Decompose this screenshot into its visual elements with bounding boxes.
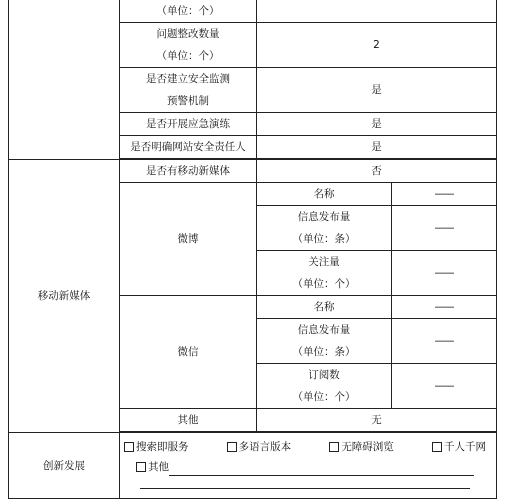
weibo-follow-label: 关注量 （单位：个）	[257, 251, 392, 296]
has-mobile-media-value: 否	[257, 160, 497, 183]
weibo-publish-value: ——	[392, 206, 497, 251]
checkbox-icon[interactable]	[432, 442, 442, 452]
wechat-subscribe-label: 订阅数 （单位：个）	[257, 364, 392, 409]
option-other[interactable]: 其他	[136, 458, 169, 476]
report-table	[8, 0, 497, 499]
monitoring-value: 是	[257, 68, 497, 113]
checkbox-icon[interactable]	[329, 442, 339, 452]
wechat-publish-label: 信息发布量 （单位：条）	[257, 319, 392, 364]
option-accessibility[interactable]: 无障碍浏览	[329, 438, 394, 456]
wechat-label: 微信	[120, 296, 257, 409]
weibo-publish-label: 信息发布量 （单位：条）	[257, 206, 392, 251]
other-fill-line-2[interactable]	[140, 476, 470, 489]
responsible-label: 是否明确网站安全责任人	[120, 136, 257, 159]
monitoring-label: 是否建立安全监测 预警机制	[120, 68, 257, 113]
innovation-section-label: 创新发展	[9, 433, 120, 499]
weibo-name-label: 名称	[257, 183, 392, 206]
weibo-follow-value: ——	[392, 251, 497, 296]
wechat-name-value: ——	[392, 296, 497, 319]
innovation-options	[120, 433, 497, 499]
checkbox-icon[interactable]	[124, 442, 134, 452]
weibo-name-value: ——	[392, 183, 497, 206]
unit-label-cont: （单位：个）	[120, 0, 257, 23]
option-multilingual[interactable]: 多语言版本	[227, 438, 292, 456]
checkbox-icon[interactable]	[227, 442, 237, 452]
value-cell-cont	[257, 0, 497, 23]
weibo-label: 微博	[120, 183, 257, 296]
wechat-subscribe-value: ——	[392, 364, 497, 409]
drill-value: 是	[257, 113, 497, 136]
other-media-value: 无	[257, 409, 497, 432]
rectify-count-value: 2	[257, 23, 497, 68]
checkbox-icon[interactable]	[136, 462, 146, 472]
mobile-media-section-label: 移动新媒体	[9, 160, 120, 433]
wechat-name-label: 名称	[257, 296, 392, 319]
other-media-label: 其他	[120, 409, 257, 432]
option-search-service[interactable]: 搜索即服务	[124, 438, 189, 456]
blank-section-cell	[9, 0, 120, 160]
wechat-publish-value: ——	[392, 319, 497, 364]
other-fill-line[interactable]	[169, 462, 474, 476]
drill-label: 是否开展应急演练	[120, 113, 257, 136]
has-mobile-media-label: 是否有移动新媒体	[120, 160, 257, 183]
rectify-count-label: 问题整改数量 （单位：个）	[120, 23, 257, 68]
responsible-value: 是	[257, 136, 497, 159]
option-personalized[interactable]: 千人千网	[432, 438, 486, 456]
